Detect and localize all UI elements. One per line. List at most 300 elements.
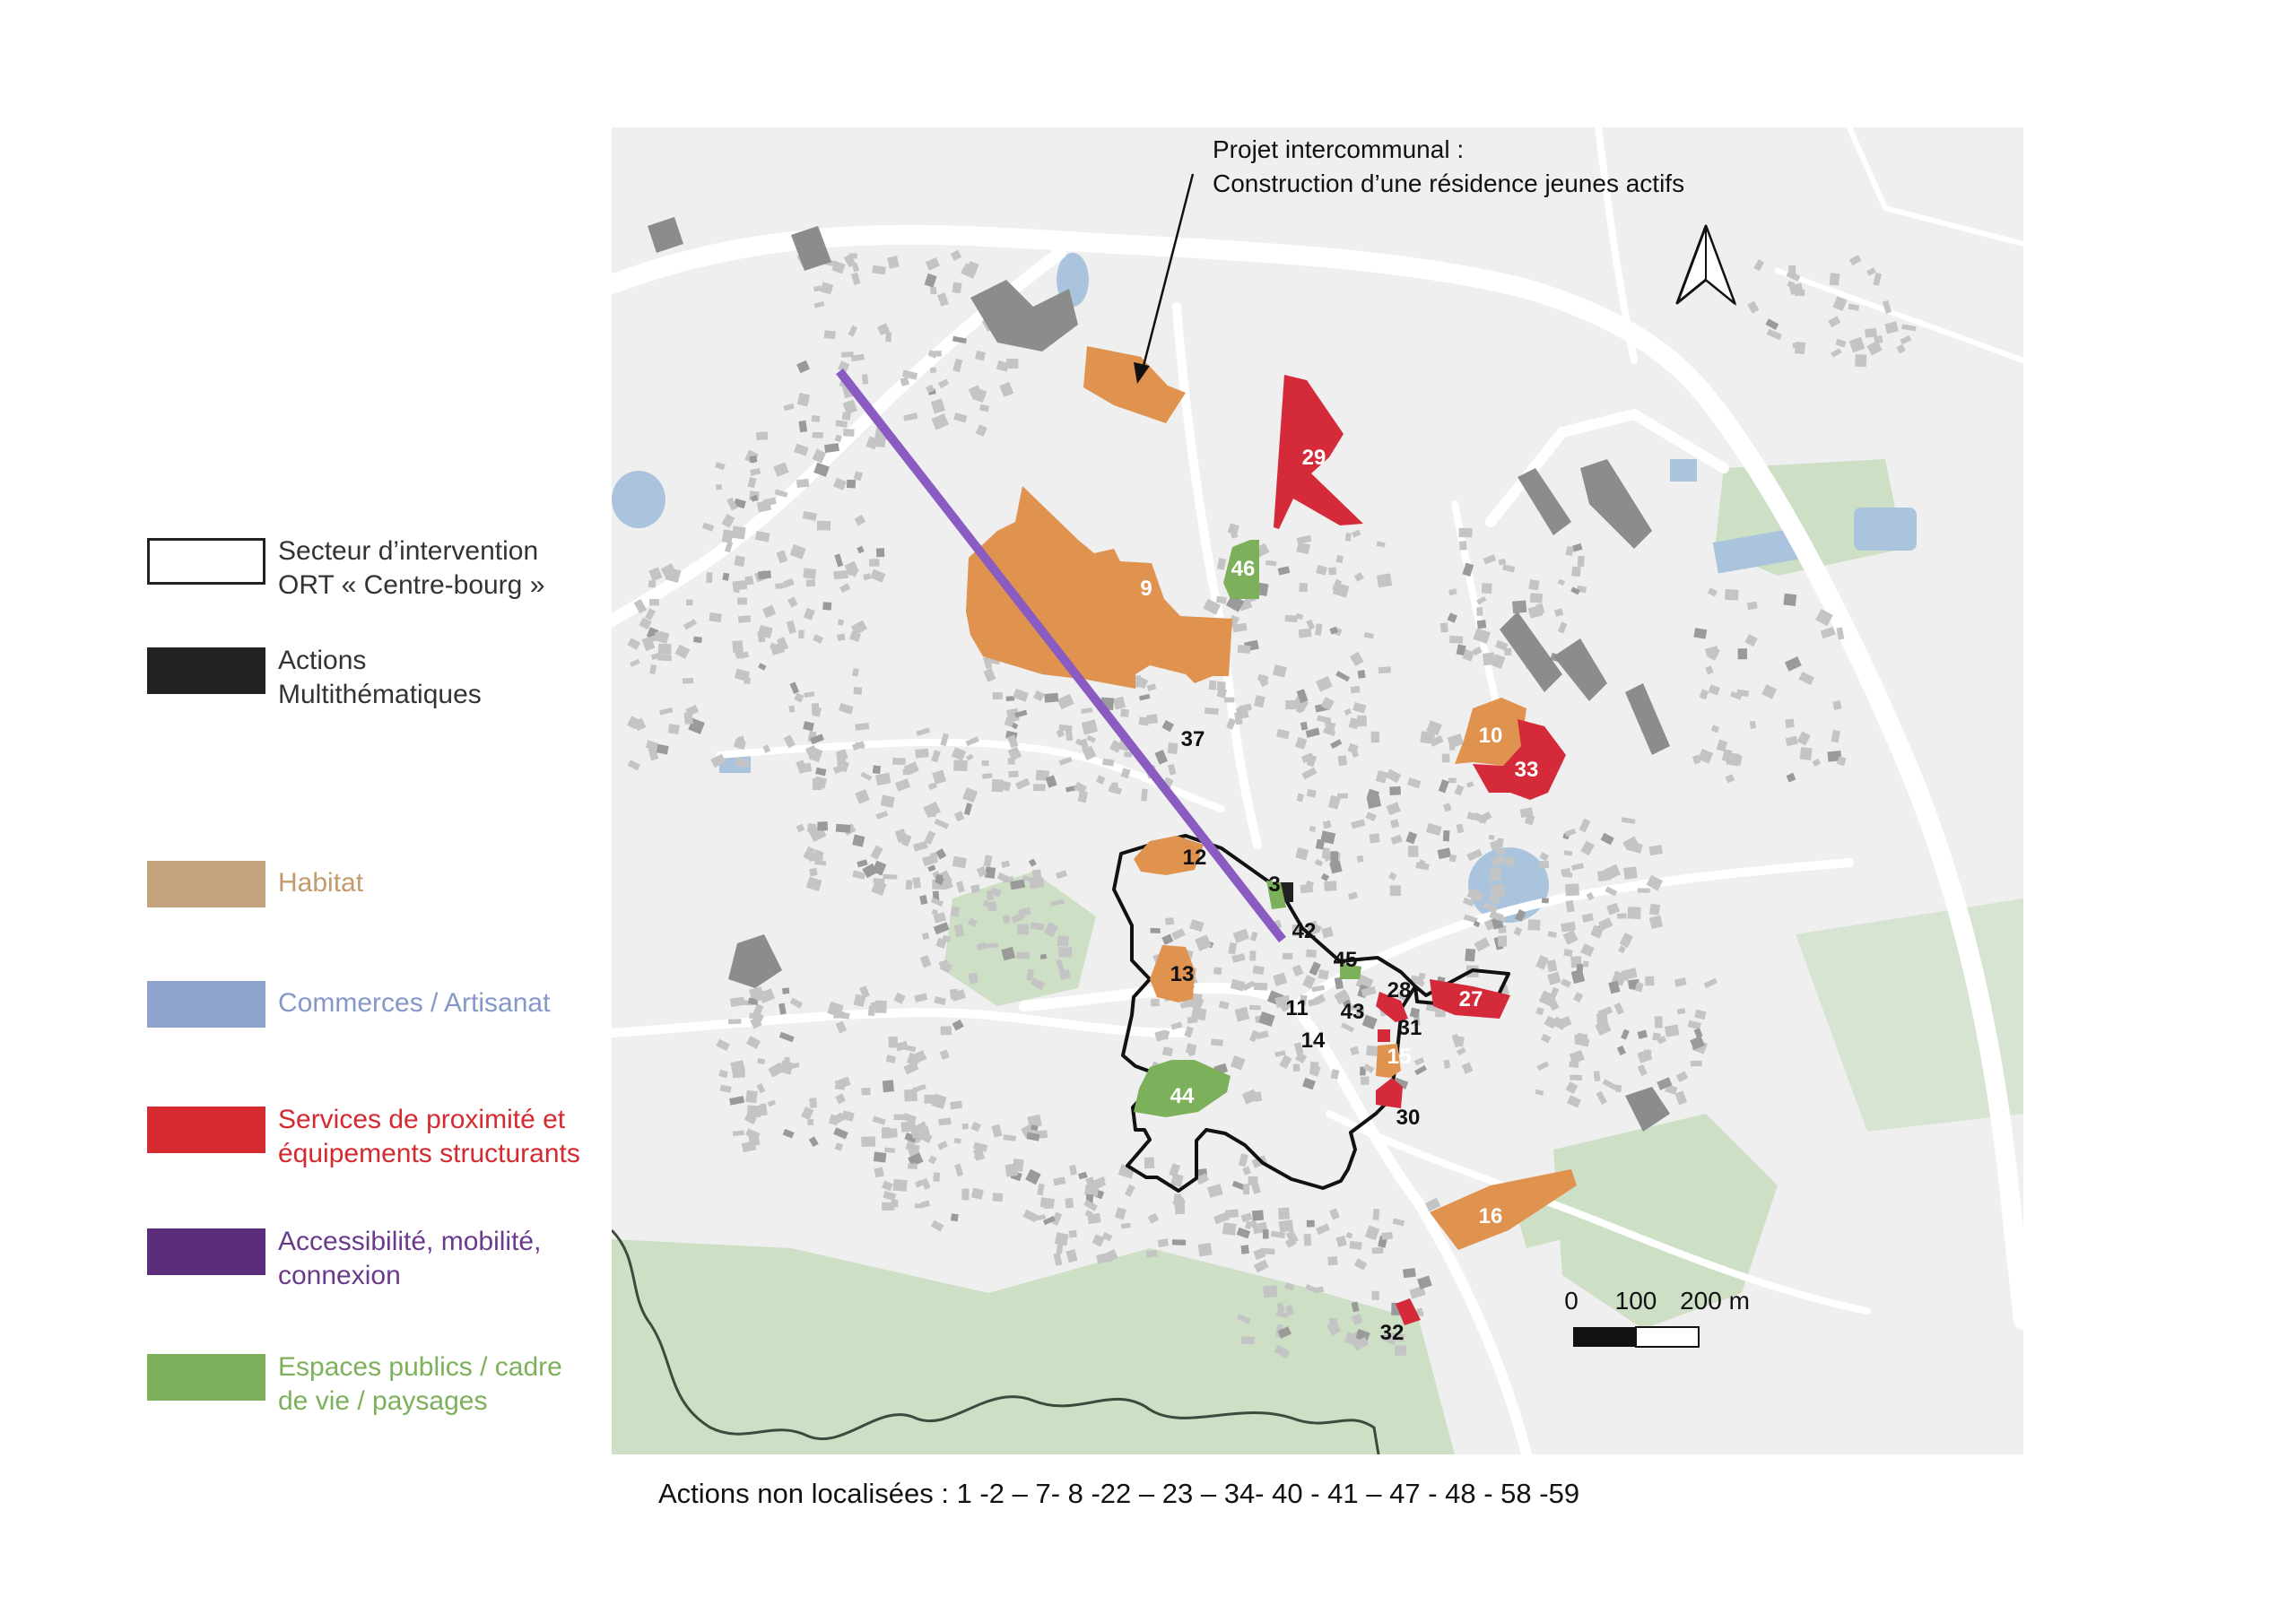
building-block xyxy=(915,1203,922,1208)
building-block xyxy=(1449,636,1463,644)
building-block xyxy=(1324,881,1336,891)
building-block xyxy=(1345,533,1352,542)
label-29: 29 xyxy=(1301,446,1326,470)
building-block xyxy=(1309,1062,1318,1073)
building-block xyxy=(804,763,812,773)
building-block xyxy=(1016,952,1030,959)
building-block xyxy=(1205,707,1219,715)
building-block xyxy=(1253,966,1265,975)
building-block xyxy=(1594,1071,1601,1081)
annotation-line2: Construction d’une résidence jeunes actifs xyxy=(1213,169,1685,197)
building-block xyxy=(1627,907,1640,919)
building-block xyxy=(1263,1229,1269,1239)
label-42: 42 xyxy=(1292,919,1317,943)
label-45: 45 xyxy=(1333,948,1358,972)
building-block xyxy=(812,703,820,714)
building-block xyxy=(758,570,771,579)
building-block xyxy=(1124,751,1132,757)
building-block xyxy=(1299,629,1312,638)
building-block xyxy=(1249,950,1256,960)
building-block xyxy=(1528,579,1539,591)
building-block xyxy=(807,1119,813,1125)
legend-swatch-espaces xyxy=(147,1354,265,1401)
building-block xyxy=(1795,342,1805,354)
map-background xyxy=(612,127,2023,1454)
building-block xyxy=(951,1213,959,1221)
building-block xyxy=(892,758,906,765)
building-block xyxy=(836,824,851,833)
building-block xyxy=(817,821,828,830)
building-block xyxy=(849,254,857,259)
building-block xyxy=(1442,753,1450,762)
building-block xyxy=(1855,354,1866,367)
building-block xyxy=(798,629,804,638)
building-block xyxy=(1065,730,1073,742)
building-block xyxy=(1366,1046,1378,1056)
building-block xyxy=(1465,949,1475,962)
building-block xyxy=(924,1095,936,1104)
building-block xyxy=(885,332,891,342)
label-9: 9 xyxy=(1140,577,1152,601)
building-block xyxy=(950,989,959,1000)
building-block xyxy=(1029,877,1044,889)
scale-label-100: 100 xyxy=(1614,1287,1657,1315)
building-block xyxy=(869,559,879,567)
building-block xyxy=(1058,947,1072,958)
building-block xyxy=(1565,883,1579,896)
building-block xyxy=(1569,1061,1578,1068)
legend-item-commerces xyxy=(147,981,550,1028)
map-panel[interactable] xyxy=(612,127,2023,1454)
label-10: 10 xyxy=(1478,724,1503,748)
building-block xyxy=(788,705,795,712)
building-block xyxy=(873,765,881,774)
building-block xyxy=(969,973,978,985)
label-44: 44 xyxy=(1170,1084,1195,1108)
building-block xyxy=(1252,1210,1264,1220)
label-37: 37 xyxy=(1180,727,1205,751)
building-block xyxy=(1542,898,1549,903)
building-block xyxy=(1141,789,1148,802)
building-block xyxy=(882,1127,891,1138)
building-block xyxy=(1571,567,1580,577)
building-block xyxy=(1069,1230,1077,1238)
building-block xyxy=(733,1067,746,1078)
building-block xyxy=(1617,914,1627,919)
legend-label-habitat: Habitat xyxy=(278,868,364,898)
building-block xyxy=(822,602,831,610)
building-block xyxy=(1371,1291,1378,1300)
building-block xyxy=(883,874,897,880)
building-block xyxy=(1299,583,1308,592)
building-block xyxy=(1285,700,1297,709)
building-block xyxy=(1222,1222,1237,1236)
building-block xyxy=(1293,1063,1300,1072)
building-block xyxy=(974,1152,982,1159)
building-block xyxy=(1111,783,1118,793)
building-block xyxy=(1358,670,1366,679)
building-block xyxy=(1498,935,1507,946)
building-block xyxy=(838,619,844,626)
building-block xyxy=(1198,1243,1213,1256)
building-block xyxy=(722,529,734,543)
building-block xyxy=(953,760,968,772)
building-block xyxy=(649,599,659,605)
building-block xyxy=(874,1151,887,1162)
building-block xyxy=(1691,1061,1702,1067)
building-block xyxy=(1248,1176,1258,1185)
building-block xyxy=(915,749,928,759)
building-block xyxy=(1065,1198,1074,1209)
building-block xyxy=(824,330,836,339)
building-block xyxy=(1583,961,1588,968)
building-block xyxy=(987,901,997,912)
building-block xyxy=(1120,709,1129,717)
building-block xyxy=(716,484,722,490)
building-block xyxy=(930,287,936,295)
building-block xyxy=(1482,583,1492,594)
building-block xyxy=(1372,1209,1379,1220)
building-block xyxy=(1138,716,1149,725)
building-block xyxy=(738,615,751,622)
label-13: 13 xyxy=(1170,962,1195,986)
building-block xyxy=(1655,1016,1663,1028)
building-block xyxy=(1459,541,1467,550)
building-block xyxy=(1408,846,1419,857)
building-block xyxy=(1725,589,1739,601)
building-block xyxy=(1224,698,1235,703)
building-block xyxy=(1578,556,1585,568)
building-block xyxy=(796,479,809,488)
legend-swatch-habitat xyxy=(147,861,265,907)
building-block xyxy=(1285,615,1298,622)
scale-segment-black xyxy=(1573,1327,1636,1347)
building-block xyxy=(1349,1241,1361,1250)
building-block xyxy=(862,374,868,384)
building-block xyxy=(1623,866,1638,880)
building-block xyxy=(1283,953,1292,959)
label-31: 31 xyxy=(1397,1016,1422,1040)
legend-label-ort: Secteur d’intervention ORT « Centre-bourg » xyxy=(278,536,545,600)
building-block xyxy=(1336,555,1344,563)
building-block xyxy=(1750,721,1756,729)
legend-label-espaces: Espaces publics / cadre de vie / paysages xyxy=(278,1352,562,1416)
building-block xyxy=(904,1089,918,1102)
building-block xyxy=(813,432,823,438)
building-block xyxy=(847,480,856,489)
building-block xyxy=(809,868,818,877)
building-block xyxy=(706,572,712,583)
building-block xyxy=(1318,969,1329,980)
building-block xyxy=(1241,1336,1255,1344)
building-block xyxy=(842,412,851,421)
building-block xyxy=(954,1138,961,1143)
building-block xyxy=(1008,770,1018,777)
building-block xyxy=(908,1163,918,1169)
building-block xyxy=(1370,833,1380,843)
building-block xyxy=(1378,666,1391,673)
building-block xyxy=(1785,718,1794,728)
building-block xyxy=(1800,747,1813,760)
building-block xyxy=(906,880,913,890)
building-block xyxy=(1477,620,1487,629)
building-block xyxy=(1040,1197,1055,1209)
building-block xyxy=(785,1057,790,1065)
building-block xyxy=(933,1172,940,1182)
building-block xyxy=(970,884,980,893)
building-block xyxy=(1665,1024,1680,1037)
legend-label-services: Services de proximité et équipements structurants xyxy=(278,1105,580,1168)
legend-swatch-ort xyxy=(147,538,265,585)
building-block xyxy=(732,640,743,653)
building-block xyxy=(1243,1184,1249,1194)
building-block xyxy=(951,907,961,917)
building-block xyxy=(1033,784,1046,791)
legend-item-ort xyxy=(147,538,544,603)
building-block xyxy=(693,637,702,644)
building-block xyxy=(1003,915,1010,924)
label-3: 3 xyxy=(1268,872,1281,897)
building-block xyxy=(1504,648,1511,655)
building-block xyxy=(737,597,747,604)
building-block xyxy=(1420,731,1435,744)
building-block xyxy=(1032,869,1041,878)
building-block xyxy=(733,580,748,591)
building-block xyxy=(1211,1038,1223,1046)
building-block xyxy=(1361,1076,1370,1085)
label-12: 12 xyxy=(1182,846,1207,870)
building-block xyxy=(1151,928,1161,933)
building-block xyxy=(1377,573,1392,587)
building-block xyxy=(745,1090,758,1104)
building-block xyxy=(1527,919,1540,930)
building-block xyxy=(1865,328,1877,338)
building-block xyxy=(668,724,680,734)
building-block xyxy=(1435,1011,1446,1018)
building-block xyxy=(1449,855,1457,863)
zone-31[interactable] xyxy=(1378,1029,1390,1042)
building-block xyxy=(1263,1285,1277,1298)
building-block xyxy=(1279,1219,1294,1232)
building-block xyxy=(930,368,936,374)
building-block xyxy=(1213,968,1222,976)
building-block xyxy=(750,456,758,463)
building-block xyxy=(1306,950,1317,958)
building-block xyxy=(756,431,768,440)
building-block xyxy=(1351,686,1361,694)
building-block xyxy=(952,282,961,294)
scale-label-200: 200 m xyxy=(1680,1287,1750,1315)
building-block xyxy=(1338,755,1348,766)
building-block xyxy=(1057,935,1069,947)
label-11: 11 xyxy=(1285,996,1309,1020)
label-33: 33 xyxy=(1514,758,1539,782)
building-block xyxy=(1328,568,1336,576)
label-27: 27 xyxy=(1458,987,1483,1011)
building-block xyxy=(734,555,745,567)
legend xyxy=(0,0,619,1623)
annotation-line1: Projet intercommunal : xyxy=(1213,135,1465,163)
building-block xyxy=(1357,855,1364,863)
building-block xyxy=(1389,786,1401,795)
building-block xyxy=(853,687,862,695)
scale-segment-white xyxy=(1636,1327,1699,1347)
building-block xyxy=(782,987,789,994)
building-block xyxy=(1087,1213,1100,1225)
building-block xyxy=(812,415,821,422)
building-block xyxy=(1121,1223,1131,1228)
building-block xyxy=(709,612,721,622)
building-block xyxy=(683,678,693,683)
legend-swatch-multi xyxy=(147,647,265,694)
building-block xyxy=(1249,1005,1261,1011)
building-block xyxy=(873,878,884,884)
building-block xyxy=(1443,830,1450,841)
building-block xyxy=(1448,777,1457,783)
building-block xyxy=(1693,628,1707,638)
building-block xyxy=(1168,742,1178,754)
building-block xyxy=(1278,1208,1290,1219)
legend-item-multi xyxy=(147,647,482,712)
building-block xyxy=(1638,888,1650,892)
building-block xyxy=(843,429,855,437)
building-block xyxy=(1175,1203,1185,1214)
legend-swatch-services xyxy=(147,1107,265,1153)
building-block xyxy=(1643,1049,1651,1057)
building-block xyxy=(1174,1193,1181,1205)
building-block xyxy=(1238,645,1251,654)
label-43: 43 xyxy=(1340,1000,1365,1024)
building-block xyxy=(728,1019,741,1024)
building-block xyxy=(1005,1163,1019,1176)
legend-item-services xyxy=(147,1107,580,1171)
building-block xyxy=(876,548,884,557)
building-block xyxy=(1539,861,1549,868)
building-block xyxy=(1830,273,1840,285)
building-block xyxy=(938,1118,951,1126)
building-block xyxy=(1209,681,1217,690)
legend-item-espaces xyxy=(147,1354,562,1419)
building-block xyxy=(658,644,672,655)
building-block xyxy=(1240,1245,1249,1254)
legend-item-mobilite xyxy=(147,1228,541,1293)
building-block xyxy=(817,521,831,531)
building-block xyxy=(1577,1033,1584,1041)
legend-label-multi: Actions Multithématiques xyxy=(278,646,482,709)
building-block xyxy=(1730,753,1740,767)
building-block xyxy=(1403,1268,1416,1278)
label-16: 16 xyxy=(1478,1204,1503,1228)
building-block xyxy=(835,1081,846,1090)
building-block xyxy=(1212,1185,1219,1195)
building-block xyxy=(1329,1318,1338,1329)
building-block xyxy=(1017,924,1029,934)
legend-label-commerces: Commerces / Artisanat xyxy=(278,988,551,1018)
legend-swatch-commerces xyxy=(147,981,265,1028)
building-block xyxy=(962,1124,969,1130)
map-canvas[interactable] xyxy=(612,127,2023,1454)
building-block xyxy=(993,692,1003,699)
label-32: 32 xyxy=(1379,1321,1405,1345)
building-block xyxy=(1458,528,1472,538)
building-block xyxy=(1530,593,1543,603)
building-block xyxy=(1371,732,1380,743)
building-block xyxy=(775,583,784,589)
building-block xyxy=(1570,1075,1582,1081)
building-block xyxy=(1497,838,1504,845)
building-block xyxy=(686,600,693,606)
building-block xyxy=(889,1037,898,1048)
building-block xyxy=(982,760,989,766)
building-block xyxy=(803,568,816,579)
building-block xyxy=(1144,1158,1154,1169)
building-block xyxy=(1476,607,1483,616)
building-block xyxy=(875,1001,887,1013)
building-block xyxy=(1057,1243,1064,1254)
legend-item-habitat xyxy=(147,861,363,907)
building-block xyxy=(1645,976,1654,986)
building-block xyxy=(837,633,846,640)
building-block xyxy=(1483,652,1495,665)
building-block xyxy=(893,1179,908,1192)
building-block xyxy=(806,579,815,586)
label-28: 28 xyxy=(1387,978,1412,1002)
building-block xyxy=(1597,870,1612,882)
building-block xyxy=(1151,999,1160,1007)
label-15: 15 xyxy=(1387,1045,1412,1069)
building-block xyxy=(1307,1220,1315,1228)
building-block xyxy=(1172,1239,1186,1245)
building-block xyxy=(648,580,657,587)
building-block xyxy=(809,1098,817,1107)
building-block xyxy=(1738,648,1747,659)
building-block xyxy=(1165,917,1174,924)
building-block xyxy=(1512,600,1526,613)
building-block xyxy=(1372,1247,1384,1254)
footnote-unlocalized-actions: Actions non localisées : 1 -2 – 7- 8 -22 – 23 – 34- 40 - 41 – 47 - 48 - 58 -59 xyxy=(658,1478,1580,1509)
legend-swatch-mobilite xyxy=(147,1228,265,1275)
building-block xyxy=(1490,869,1501,881)
building-block xyxy=(1044,693,1058,703)
building-block xyxy=(1395,1346,1406,1356)
building-block xyxy=(894,1115,907,1121)
building-block xyxy=(883,1080,894,1092)
building-block xyxy=(882,1202,894,1211)
building-block xyxy=(1327,1256,1337,1265)
building-block xyxy=(861,1136,875,1147)
label-30: 30 xyxy=(1396,1106,1421,1130)
building-block xyxy=(961,1189,969,1201)
building-block xyxy=(861,1088,870,1096)
building-block xyxy=(1008,758,1015,765)
building-block xyxy=(1649,904,1660,916)
building-block xyxy=(1304,1234,1311,1245)
scale-label-0: 0 xyxy=(1564,1287,1578,1315)
label-14: 14 xyxy=(1300,1028,1326,1053)
building-block xyxy=(1832,700,1841,710)
building-block xyxy=(1390,885,1402,896)
legend-label-mobilite: Accessibilité, mobilité, connexion xyxy=(278,1227,542,1290)
building-block xyxy=(993,1193,1004,1202)
building-block xyxy=(732,526,746,540)
building-block xyxy=(833,570,848,579)
building-block xyxy=(1254,983,1267,991)
building-block xyxy=(1783,594,1796,606)
building-block xyxy=(1440,622,1448,632)
building-block xyxy=(1382,1232,1393,1240)
building-block xyxy=(941,1027,952,1036)
building-block xyxy=(799,421,808,432)
